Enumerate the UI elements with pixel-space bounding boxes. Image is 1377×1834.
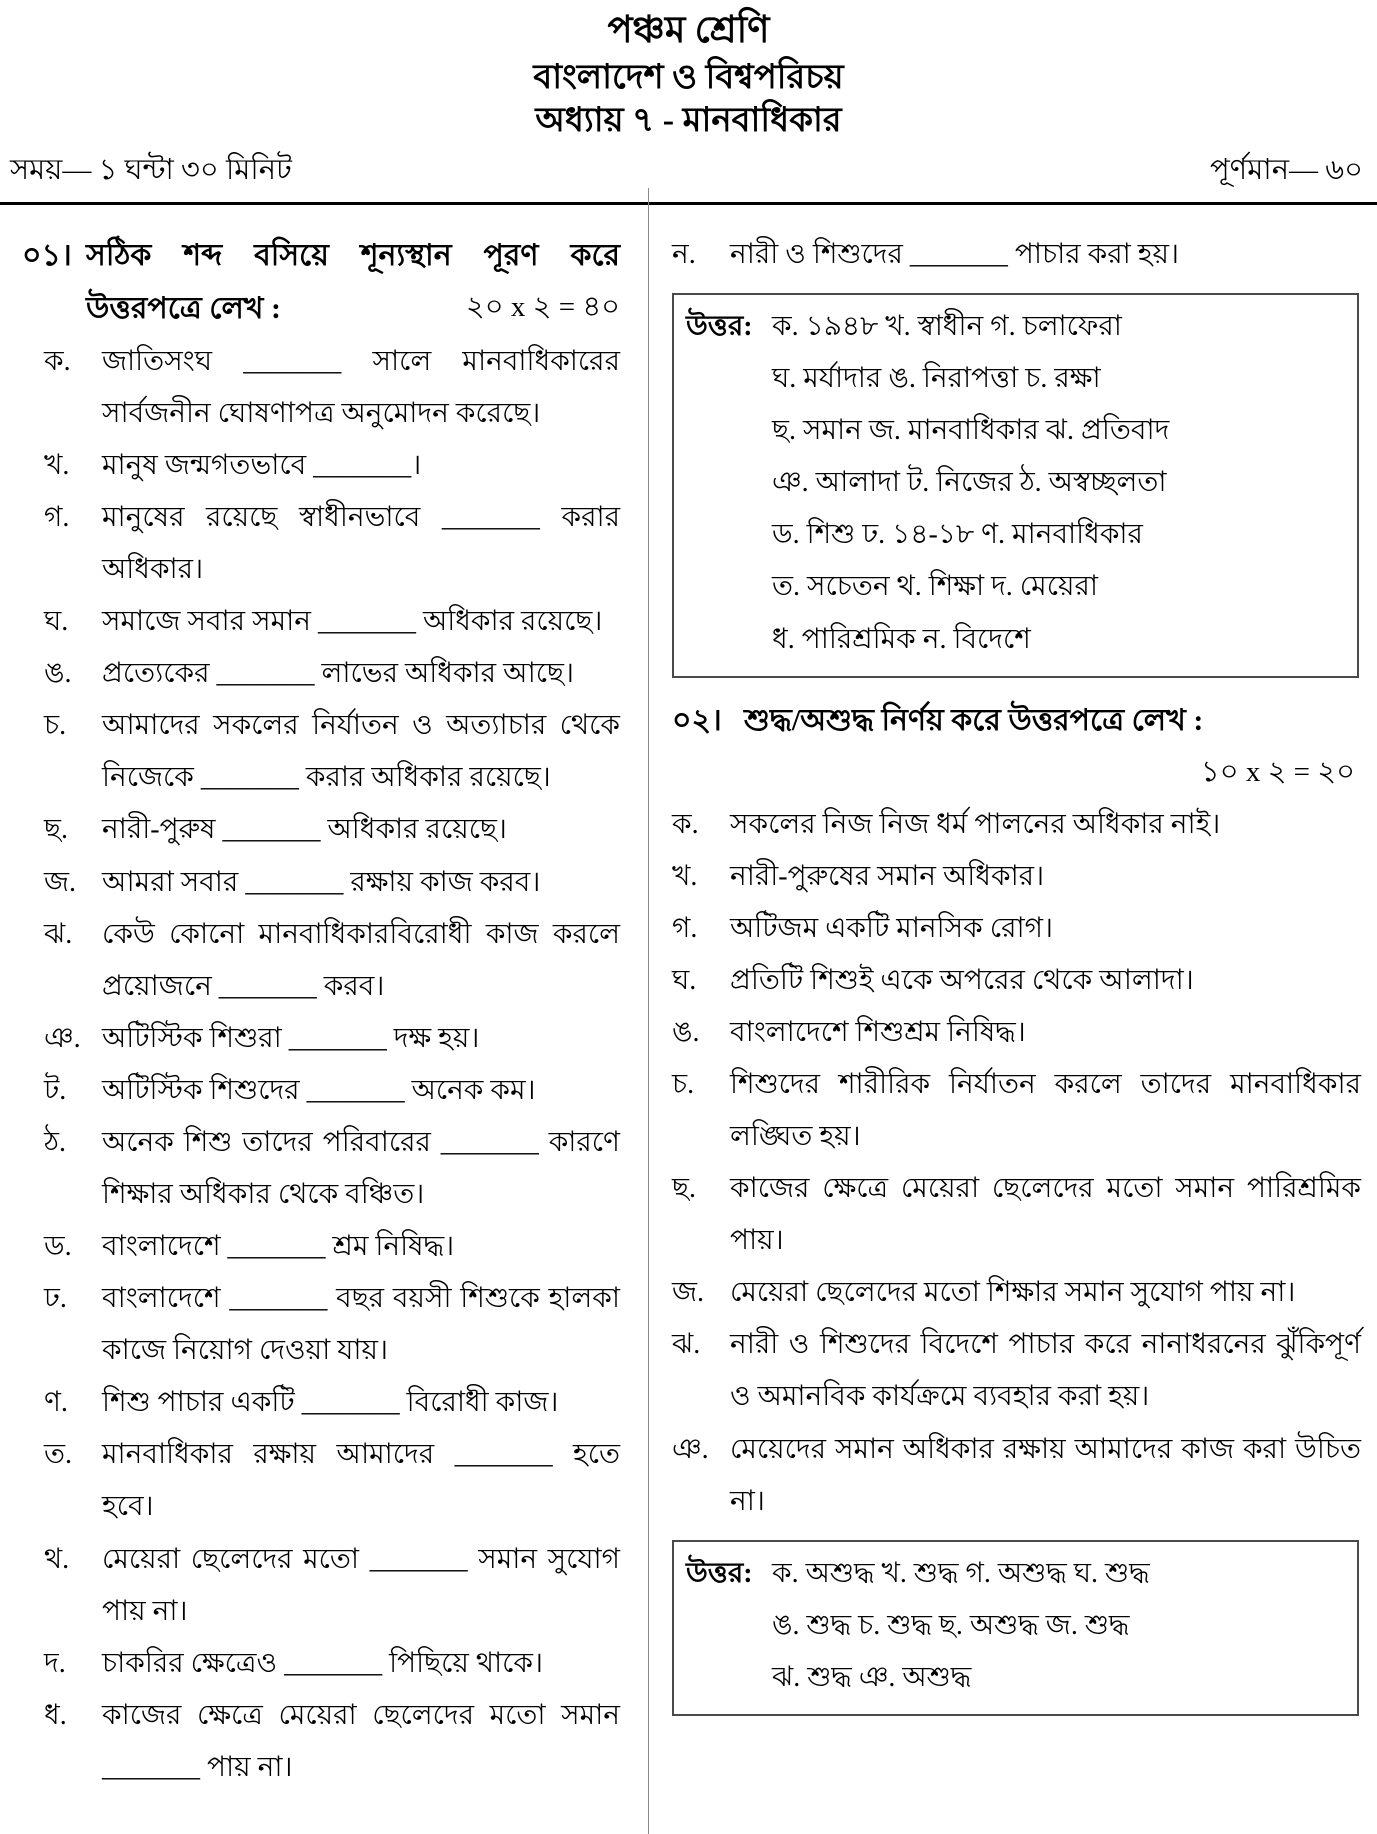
list-item — [672, 1424, 1361, 1528]
list-item — [44, 1638, 620, 1690]
item-label: ঘ. — [672, 964, 697, 996]
question-2-title-line — [672, 694, 1361, 747]
question-marks: ১০ x ২ = ২০ — [1200, 755, 1355, 788]
item-label: ঝ. — [44, 918, 73, 950]
class-title: পঞ্চম শ্রেণি — [607, 10, 770, 51]
answer-label: উত্তর: — [686, 311, 753, 343]
answer-line: ঙ. শুদ্ধ চ. শুদ্ধ ছ. অশুদ্ধ জ. শুদ্ধ — [772, 1609, 1130, 1641]
answer-line — [686, 1548, 1345, 1600]
item-text: মানুষ জন্মগতভাবে _______। — [102, 449, 422, 481]
item-text: আমরা সবার _______ রক্ষায় কাজ করব। — [102, 866, 541, 898]
list-item — [672, 1163, 1361, 1267]
list-item — [672, 1267, 1361, 1319]
item-text: মানুষের রয়েছে স্বাধীনভাবে _______ করার অধিকার। — [102, 501, 620, 586]
item-text: প্রত্যেকের _______ লাভের অধিকার আছে। — [102, 658, 574, 690]
item-text: নারী-পুরুষ _______ অধিকার রয়েছে। — [102, 814, 507, 846]
item-label: গ. — [672, 912, 698, 944]
item-label: ঝ. — [672, 1329, 701, 1361]
item-label: চ. — [672, 1068, 695, 1100]
item-text: মেয়েরা ছেলেদের মতো শিক্ষার সমান সুযোগ পায় না। — [730, 1277, 1296, 1309]
list-item — [44, 596, 620, 648]
meta-row — [0, 143, 1377, 202]
chapter-title: অধ্যায় ৭ - মানবাধিকার — [535, 102, 842, 140]
item-text: বাংলাদেশে _______ শ্রম নিষিদ্ধ। — [102, 1231, 455, 1263]
item-text: জাতিসংঘ _______ সালে মানবাধিকারের সার্বজনীন ঘোষণাপত্র অনুমোদন করেছে। — [102, 345, 620, 429]
list-item — [672, 799, 1361, 851]
answer-label: উত্তর: — [686, 1557, 753, 1589]
question-1-header — [22, 229, 620, 336]
item-label: ক. — [44, 345, 71, 377]
question-2-header — [672, 694, 1361, 799]
item-text: মেয়েদের সমান অধিকার রক্ষায় আমাদের কাজ করা উচিত না। — [730, 1433, 1361, 1517]
question-1-title-line2 — [22, 282, 620, 335]
item-text: আমাদের সকলের নির্যাতন ও অত্যাচার থেকে নিজেকে _______ করার অধিকার রয়েছে। — [102, 710, 620, 794]
item-text: চাকরির ক্ষেত্রেও _______ পিছিয়ে থাকে। — [102, 1647, 543, 1679]
question-title: সঠিক শব্দ বসিয়ে শূন্যস্থান পূরণ করে — [86, 238, 620, 272]
list-item — [44, 492, 620, 596]
list-item — [44, 1273, 620, 1377]
answer-line: ড. শিশু ঢ. ১৪-১৮ ণ. মানবাধিকার — [772, 519, 1143, 551]
answer-line: ত. সচেতন থ. শিক্ষা দ. মেয়েরা — [772, 571, 1098, 603]
list-item — [44, 1429, 620, 1533]
list-item — [44, 1065, 620, 1117]
answer-text: ক. ১৯৪৮ খ. স্বাধীন গ. চলাফেরা — [772, 311, 1122, 343]
item-label: ঠ. — [44, 1126, 66, 1158]
left-column — [22, 229, 620, 1794]
answer-line: ঝ. শুদ্ধ ঞ. অশুদ্ধ — [772, 1661, 972, 1693]
answer-line: ঘ. মর্যাদার ঙ. নিরাপত্তা চ. রক্ষা — [772, 363, 1101, 395]
list-item — [672, 955, 1361, 1007]
item-text: মেয়েরা ছেলেদের মতো _______ সমান সুযোগ পায় না। — [102, 1543, 620, 1627]
list-item — [44, 700, 620, 804]
answer-line — [686, 301, 1345, 353]
question-number: ০২। — [672, 703, 722, 737]
item-label: ঙ. — [672, 1016, 700, 1048]
right-column — [620, 229, 1361, 1794]
item-text: সকলের নিজ নিজ ধর্ম পালনের অধিকার নাই। — [730, 808, 1221, 840]
item-text: কাজের ক্ষেত্রে মেয়েরা ছেলেদের মতো সমান পারিশ্রমিক পায়। — [730, 1173, 1361, 1257]
item-label: খ. — [672, 860, 698, 892]
item-text: শিশু পাচার একটি _______ বিরোধী কাজ। — [102, 1387, 559, 1419]
item-text: বাংলাদেশে _______ বছর বয়সী শিশুকে হালকা কাজে নিয়োগ দেওয়া যায়। — [102, 1283, 620, 1367]
list-item — [672, 1007, 1361, 1059]
item-label: ড. — [44, 1231, 72, 1263]
list-item — [44, 857, 620, 909]
list-item — [44, 1534, 620, 1638]
list-item — [44, 648, 620, 700]
list-item — [672, 229, 1361, 281]
item-label: গ. — [44, 501, 70, 533]
item-label: চ. — [44, 710, 67, 742]
item-label: ন. — [672, 238, 696, 270]
answer-line: ধ. পারিশ্রমিক ন. বিদেশে — [772, 623, 1031, 655]
item-text: প্রতিটি শিশুই একে অপরের থেকে আলাদা। — [730, 964, 1194, 996]
item-text: অটিজম একটি মানসিক রোগ। — [730, 912, 1053, 944]
item-text: অটিস্টিক শিশুদের _______ অনেক কম। — [102, 1074, 536, 1106]
item-text: নারী-পুরুষের সমান অধিকার। — [730, 860, 1045, 892]
item-label: ঞ. — [44, 1022, 81, 1054]
item-text: সমাজে সবার সমান _______ অধিকার রয়েছে। — [102, 606, 603, 638]
item-label: থ. — [44, 1543, 70, 1575]
item-label: ধ. — [44, 1699, 67, 1731]
time-label: সময়— ১ ঘন্টা ৩০ মিনিট — [10, 153, 292, 186]
column-divider — [648, 188, 649, 1834]
item-text: বাংলাদেশে শিশুশ্রম নিষিদ্ধ। — [730, 1016, 1026, 1048]
item-text: মানবাধিকার রক্ষায় আমাদের _______ হতে হবে। — [102, 1439, 620, 1523]
question-1-title-line1 — [22, 229, 620, 282]
list-item — [44, 1377, 620, 1429]
question-1-answer-box — [672, 293, 1359, 678]
question-title: শুদ্ধ/অশুদ্ধ নির্ণয় করে উত্তরপত্রে লেখ : — [744, 703, 1204, 737]
item-text: কাজের ক্ষেত্রে মেয়েরা ছেলেদের মতো সমান _______ পায় না। — [102, 1699, 620, 1783]
item-label: খ. — [44, 449, 70, 481]
item-label: ঢ. — [44, 1283, 67, 1315]
list-item — [672, 1059, 1361, 1163]
item-label: ছ. — [44, 814, 68, 846]
item-text: নারী ও শিশুদের _______ পাচার করা হয়। — [730, 238, 1179, 270]
two-column-content — [0, 205, 1377, 1794]
list-item — [44, 909, 620, 1013]
question-number: ০১। — [22, 238, 72, 272]
item-label: জ. — [672, 1277, 705, 1309]
list-item — [672, 903, 1361, 955]
item-label: ণ. — [44, 1387, 68, 1419]
answer-text: ক. অশুদ্ধ খ. শুদ্ধ গ. অশুদ্ধ ঘ. শুদ্ধ — [772, 1557, 1150, 1589]
item-text: শিশুদের শারীরিক নির্যাতন করলে তাদের মানবাধিকার লঙ্ঘিত হয়। — [730, 1068, 1361, 1153]
item-label: জ. — [44, 866, 77, 898]
item-label: ট. — [44, 1074, 67, 1106]
item-label: ত. — [44, 1439, 73, 1471]
list-item — [44, 440, 620, 492]
list-item — [672, 1319, 1361, 1423]
total-marks-label: পূর্ণমান— ৬০ — [1209, 153, 1363, 186]
item-text: অটিস্টিক শিশুরা _______ দক্ষ হয়। — [102, 1022, 480, 1054]
document-header — [0, 0, 1377, 143]
item-label: দ. — [44, 1647, 66, 1679]
list-item — [44, 804, 620, 856]
list-item — [44, 1221, 620, 1273]
list-item — [44, 336, 620, 440]
item-label: ঞ. — [672, 1433, 709, 1465]
item-label: ছ. — [672, 1173, 696, 1205]
question-marks: ২০ x ২ = ৪০ — [465, 291, 620, 324]
item-text: নারী ও শিশুদের বিদেশে পাচার করে নানাধরনের ঝুঁকিপূর্ণ ও অমানবিক কার্যক্রমে ব্যবহার করা হয়। — [730, 1329, 1361, 1413]
list-item — [44, 1013, 620, 1065]
question-title-continued: উত্তরপত্রে লেখ : — [86, 292, 282, 326]
answer-line: ঞ. আলাদা ট. নিজের ঠ. অস্বচ্ছলতা — [772, 467, 1167, 499]
list-item — [44, 1117, 620, 1221]
item-label: ক. — [672, 808, 699, 840]
list-item — [44, 1690, 620, 1794]
question-2-answer-box — [672, 1540, 1359, 1716]
item-label: ঙ. — [44, 658, 72, 690]
answer-line: ছ. সমান জ. মানবাধিকার ঝ. প্রতিবাদ — [772, 415, 1170, 447]
item-label: ঘ. — [44, 606, 69, 638]
list-item — [672, 851, 1361, 903]
subject-title: বাংলাদেশ ও বিশ্বপরিচয় — [533, 58, 844, 96]
item-text: কেউ কোনো মানবাধিকারবিরোধী কাজ করলে প্রয়োজনে _______ করব। — [102, 918, 620, 1002]
item-text: অনেক শিশু তাদের পরিবারের _______ কারণে শিক্ষার অধিকার থেকে বঞ্চিত। — [102, 1126, 620, 1210]
